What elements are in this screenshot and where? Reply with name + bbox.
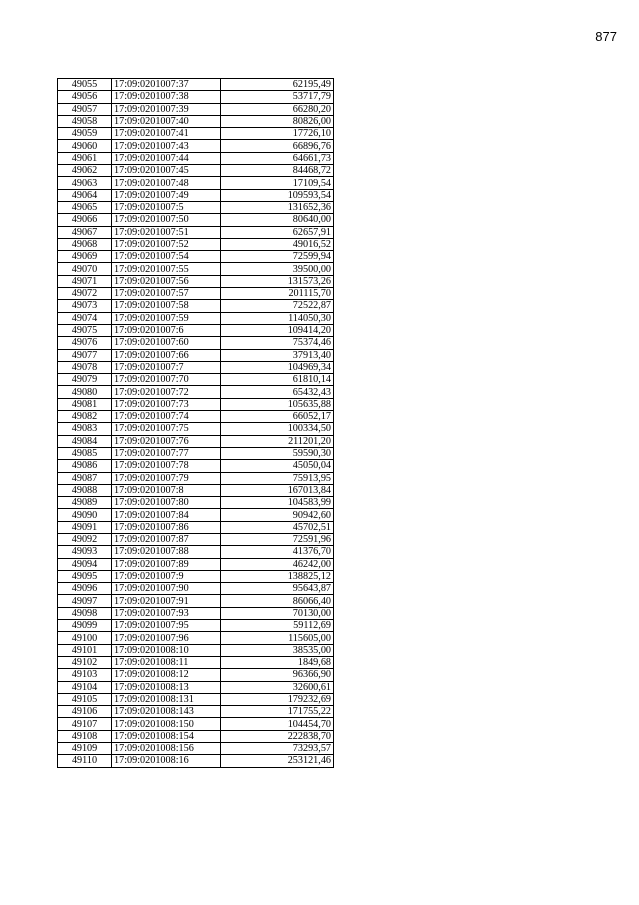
value-cell: 53717,79 [221,91,334,103]
table-row [58,324,334,336]
value-cell: 49016,52 [221,238,334,250]
cadastral-number-cell: 17:09:0201007:79 [112,472,221,484]
table-row [58,386,334,398]
row-number-cell: 49061 [58,152,112,164]
table-row [58,583,334,595]
table-row [58,693,334,705]
value-cell: 66896,76 [221,140,334,152]
row-number-cell: 49100 [58,632,112,644]
table-row [58,521,334,533]
row-number-cell: 49089 [58,497,112,509]
cadastral-number-cell: 17:09:0201007:50 [112,214,221,226]
table-row [58,300,334,312]
row-number-cell: 49076 [58,337,112,349]
row-number-cell: 49082 [58,411,112,423]
value-cell: 75374,46 [221,337,334,349]
cadastral-number-cell: 17:09:0201007:66 [112,349,221,361]
cadastral-number-cell: 17:09:0201007:37 [112,79,221,91]
value-cell: 80640,00 [221,214,334,226]
cadastral-number-cell: 17:09:0201007:88 [112,546,221,558]
table-row [58,337,334,349]
table-row [58,730,334,742]
value-cell: 17109,54 [221,177,334,189]
cadastral-number-cell: 17:09:0201007:38 [112,91,221,103]
row-number-cell: 49086 [58,460,112,472]
cadastral-number-cell: 17:09:0201007:75 [112,423,221,435]
table-row [58,497,334,509]
table-row [58,570,334,582]
row-number-cell: 49094 [58,558,112,570]
row-number-cell: 49083 [58,423,112,435]
row-number-cell: 49098 [58,607,112,619]
row-number-cell: 49059 [58,128,112,140]
value-cell: 104583,99 [221,497,334,509]
cadastral-number-cell: 17:09:0201007:39 [112,103,221,115]
value-cell: 90942,60 [221,509,334,521]
page-number: 877 [595,29,617,44]
table-row [58,349,334,361]
cadastral-number-cell: 17:09:0201007:52 [112,238,221,250]
row-number-cell: 49109 [58,743,112,755]
cadastral-number-cell: 17:09:0201007:60 [112,337,221,349]
row-number-cell: 49106 [58,706,112,718]
table-row [58,595,334,607]
cadastral-number-cell: 17:09:0201008:143 [112,706,221,718]
cadastral-number-cell: 17:09:0201007:44 [112,152,221,164]
table-row [58,152,334,164]
row-number-cell: 49084 [58,435,112,447]
table-row [58,706,334,718]
value-cell: 59112,69 [221,620,334,632]
value-cell: 109593,54 [221,189,334,201]
row-number-cell: 49081 [58,398,112,410]
cadastral-number-cell: 17:09:0201007:40 [112,115,221,127]
row-number-cell: 49073 [58,300,112,312]
cadastral-number-cell: 17:09:0201007:89 [112,558,221,570]
value-cell: 32600,61 [221,681,334,693]
row-number-cell: 49057 [58,103,112,115]
value-cell: 131652,36 [221,201,334,213]
row-number-cell: 49105 [58,693,112,705]
row-number-cell: 49107 [58,718,112,730]
table-row [58,177,334,189]
table-row [58,115,334,127]
cadastral-number-cell: 17:09:0201008:131 [112,693,221,705]
row-number-cell: 49101 [58,644,112,656]
row-number-cell: 49079 [58,374,112,386]
value-cell: 105635,88 [221,398,334,410]
table-row [58,275,334,287]
value-cell: 96366,90 [221,669,334,681]
row-number-cell: 49091 [58,521,112,533]
value-cell: 39500,00 [221,263,334,275]
cadastral-number-cell: 17:09:0201007:76 [112,435,221,447]
table-row [58,411,334,423]
row-number-cell: 49097 [58,595,112,607]
table-row [58,251,334,263]
cadastral-number-cell: 17:09:0201007:7 [112,361,221,373]
value-cell: 167013,84 [221,484,334,496]
table-row [58,644,334,656]
cadastral-number-cell: 17:09:0201007:9 [112,570,221,582]
cadastral-number-cell: 17:09:0201007:56 [112,275,221,287]
value-cell: 45050,04 [221,460,334,472]
value-cell: 104454,70 [221,718,334,730]
value-cell: 17726,10 [221,128,334,140]
table-row [58,558,334,570]
table-row [58,755,334,767]
value-cell: 1849,68 [221,656,334,668]
cadastral-number-cell: 17:09:0201007:41 [112,128,221,140]
row-number-cell: 49087 [58,472,112,484]
cadastral-number-cell: 17:09:0201008:12 [112,669,221,681]
data-table-body [58,79,334,768]
value-cell: 73293,57 [221,743,334,755]
value-cell: 75913,95 [221,472,334,484]
row-number-cell: 49096 [58,583,112,595]
value-cell: 45702,51 [221,521,334,533]
value-cell: 59590,30 [221,447,334,459]
table-row [58,189,334,201]
value-cell: 72599,94 [221,251,334,263]
value-cell: 65432,43 [221,386,334,398]
cadastral-number-cell: 17:09:0201007:91 [112,595,221,607]
table-row [58,214,334,226]
cadastral-number-cell: 17:09:0201007:87 [112,533,221,545]
cadastral-number-cell: 17:09:0201007:55 [112,263,221,275]
row-number-cell: 49068 [58,238,112,250]
table-row [58,103,334,115]
row-number-cell: 49075 [58,324,112,336]
cadastral-number-cell: 17:09:0201007:90 [112,583,221,595]
table-row [58,91,334,103]
row-number-cell: 49066 [58,214,112,226]
row-number-cell: 49067 [58,226,112,238]
value-cell: 62195,49 [221,79,334,91]
value-cell: 100334,50 [221,423,334,435]
value-cell: 64661,73 [221,152,334,164]
row-number-cell: 49104 [58,681,112,693]
table-row [58,546,334,558]
table-row [58,681,334,693]
cadastral-number-cell: 17:09:0201007:6 [112,324,221,336]
table-row [58,288,334,300]
table-row [58,263,334,275]
table-row [58,472,334,484]
table-row [58,140,334,152]
data-table [57,78,334,768]
value-cell: 131573,26 [221,275,334,287]
table-row [58,533,334,545]
table-row [58,312,334,324]
table-row [58,509,334,521]
value-cell: 61810,14 [221,374,334,386]
cadastral-number-cell: 17:09:0201008:150 [112,718,221,730]
row-number-cell: 49064 [58,189,112,201]
cadastral-number-cell: 17:09:0201007:58 [112,300,221,312]
table-row [58,238,334,250]
cadastral-number-cell: 17:09:0201008:11 [112,656,221,668]
cadastral-number-cell: 17:09:0201007:5 [112,201,221,213]
table-row [58,656,334,668]
cadastral-number-cell: 17:09:0201008:16 [112,755,221,767]
cadastral-number-cell: 17:09:0201007:8 [112,484,221,496]
cadastral-number-cell: 17:09:0201007:73 [112,398,221,410]
cadastral-number-cell: 17:09:0201007:57 [112,288,221,300]
row-number-cell: 49095 [58,570,112,582]
cadastral-number-cell: 17:09:0201007:74 [112,411,221,423]
table-row [58,669,334,681]
value-cell: 37913,40 [221,349,334,361]
row-number-cell: 49058 [58,115,112,127]
row-number-cell: 49099 [58,620,112,632]
row-number-cell: 49085 [58,447,112,459]
value-cell: 109414,20 [221,324,334,336]
value-cell: 171755,22 [221,706,334,718]
table-row [58,460,334,472]
cadastral-number-cell: 17:09:0201007:43 [112,140,221,152]
table-row [58,423,334,435]
table-row [58,632,334,644]
cadastral-number-cell: 17:09:0201007:72 [112,386,221,398]
table-row [58,743,334,755]
table-row [58,361,334,373]
value-cell: 211201,20 [221,435,334,447]
row-number-cell: 49077 [58,349,112,361]
value-cell: 66052,17 [221,411,334,423]
row-number-cell: 49063 [58,177,112,189]
row-number-cell: 49065 [58,201,112,213]
cadastral-number-cell: 17:09:0201008:13 [112,681,221,693]
cadastral-number-cell: 17:09:0201007:51 [112,226,221,238]
row-number-cell: 49060 [58,140,112,152]
table-row [58,201,334,213]
table-row [58,128,334,140]
table-row [58,718,334,730]
table-row [58,226,334,238]
row-number-cell: 49092 [58,533,112,545]
value-cell: 253121,46 [221,755,334,767]
value-cell: 62657,91 [221,226,334,238]
value-cell: 179232,69 [221,693,334,705]
cadastral-number-cell: 17:09:0201007:54 [112,251,221,263]
value-cell: 72522,87 [221,300,334,312]
cadastral-number-cell: 17:09:0201007:95 [112,620,221,632]
row-number-cell: 49074 [58,312,112,324]
cadastral-number-cell: 17:09:0201007:93 [112,607,221,619]
row-number-cell: 49090 [58,509,112,521]
row-number-cell: 49088 [58,484,112,496]
cadastral-number-cell: 17:09:0201007:86 [112,521,221,533]
value-cell: 70130,00 [221,607,334,619]
value-cell: 41376,70 [221,546,334,558]
cadastral-number-cell: 17:09:0201007:80 [112,497,221,509]
row-number-cell: 49056 [58,91,112,103]
row-number-cell: 49069 [58,251,112,263]
cadastral-number-cell: 17:09:0201007:49 [112,189,221,201]
cadastral-number-cell: 17:09:0201008:156 [112,743,221,755]
value-cell: 84468,72 [221,165,334,177]
table-row [58,607,334,619]
value-cell: 222838,70 [221,730,334,742]
cadastral-number-cell: 17:09:0201007:70 [112,374,221,386]
cadastral-number-cell: 17:09:0201007:45 [112,165,221,177]
cadastral-number-cell: 17:09:0201007:59 [112,312,221,324]
value-cell: 80826,00 [221,115,334,127]
row-number-cell: 49108 [58,730,112,742]
value-cell: 86066,40 [221,595,334,607]
table-row [58,398,334,410]
row-number-cell: 49078 [58,361,112,373]
table-row [58,484,334,496]
cadastral-number-cell: 17:09:0201008:10 [112,644,221,656]
cadastral-number-cell: 17:09:0201007:77 [112,447,221,459]
table-row [58,79,334,91]
table-row [58,165,334,177]
table-row [58,435,334,447]
row-number-cell: 49072 [58,288,112,300]
value-cell: 201115,70 [221,288,334,300]
row-number-cell: 49080 [58,386,112,398]
cadastral-number-cell: 17:09:0201007:96 [112,632,221,644]
value-cell: 114050,30 [221,312,334,324]
value-cell: 46242,00 [221,558,334,570]
value-cell: 72591,96 [221,533,334,545]
cadastral-number-cell: 17:09:0201007:84 [112,509,221,521]
row-number-cell: 49070 [58,263,112,275]
table-row [58,447,334,459]
row-number-cell: 49102 [58,656,112,668]
row-number-cell: 49093 [58,546,112,558]
table-row [58,620,334,632]
value-cell: 95643,87 [221,583,334,595]
row-number-cell: 49103 [58,669,112,681]
table-row [58,374,334,386]
value-cell: 66280,20 [221,103,334,115]
cadastral-number-cell: 17:09:0201008:154 [112,730,221,742]
row-number-cell: 49110 [58,755,112,767]
row-number-cell: 49062 [58,165,112,177]
cadastral-number-cell: 17:09:0201007:78 [112,460,221,472]
row-number-cell: 49055 [58,79,112,91]
value-cell: 38535,00 [221,644,334,656]
row-number-cell: 49071 [58,275,112,287]
value-cell: 138825,12 [221,570,334,582]
cadastral-number-cell: 17:09:0201007:48 [112,177,221,189]
value-cell: 104969,34 [221,361,334,373]
value-cell: 115605,00 [221,632,334,644]
